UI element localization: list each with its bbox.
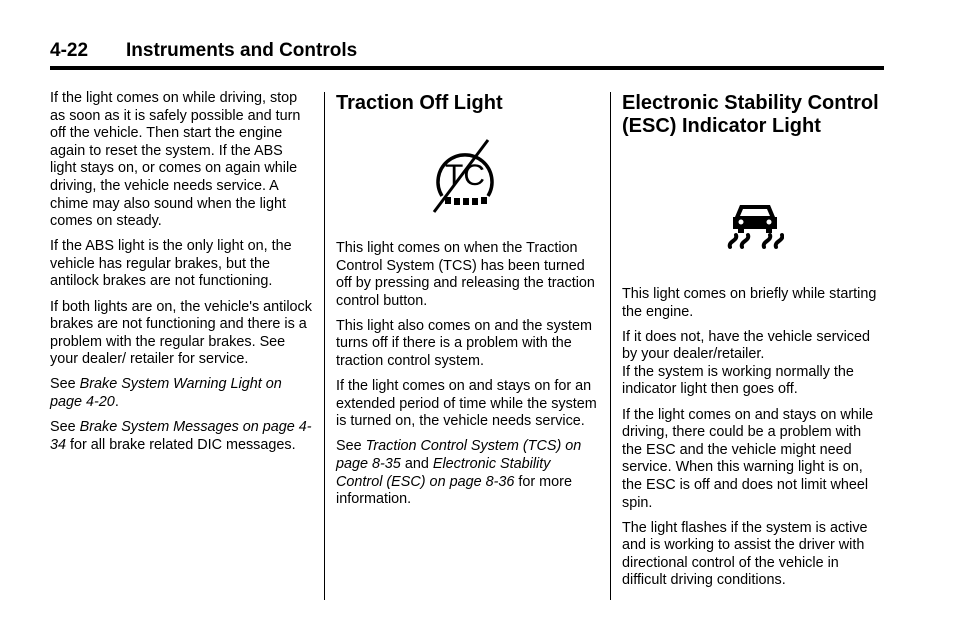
column-abs-text — [50, 90, 312, 462]
paragraph: If the light comes on and stays on for an extended period of time while the system is turned on, the vehicle needs service. — [336, 378, 597, 430]
see-text: See — [50, 376, 80, 393]
paragraph: If the ABS light is the only light on, the vehicle has regular brakes, but the antilock brakes are not functioning. — [50, 238, 292, 290]
column-traction-off — [336, 92, 600, 115]
paragraph: If the system is working normally the indicator light then goes off. — [622, 363, 854, 398]
paragraph: If the light comes on and stays on while driving, there could be a problem with the ESC and the vehicle might need service. When this warning light is on, the ESC is off and does not limit wheel spin. — [622, 406, 874, 511]
trailing-text: for all brake related DIC messages. — [66, 436, 296, 453]
paragraph — [50, 419, 312, 454]
column-esc-body — [622, 286, 884, 598]
tc-letters: TC — [445, 159, 485, 192]
paragraph: This light also comes on and the system turns off if there is a problem with the traction control system. — [336, 317, 592, 370]
column-traction-off-body — [336, 240, 600, 516]
traction-control-off-icon — [432, 138, 498, 214]
cross-reference-link[interactable]: Brake System Warning Light on page 4-20 — [50, 376, 282, 410]
esc-skidding-car-icon — [726, 200, 784, 250]
see-text: See — [336, 438, 366, 455]
paragraph — [336, 438, 600, 508]
paragraph: This light comes on when the Traction Control System (TCS) has been turned off by pressing and releasing the traction control button. — [336, 240, 595, 309]
paragraph: The light flashes if the system is active and is working to assist the driver with directional control of the vehicle in difficult driving conditions. — [622, 519, 868, 589]
see-text: See — [50, 419, 80, 436]
paragraph — [50, 376, 312, 411]
paragraph: If both lights are on, the vehicle's antilock brakes are not functioning and there is a problem with the regular brakes. See your dealer/ retailer for service. — [50, 298, 312, 368]
column-divider — [324, 92, 325, 600]
paragraph: If it does not, have the vehicle serviced by your dealer/retailer. — [622, 328, 870, 363]
trailing-text: for more information. — [336, 473, 572, 508]
punctuation: . — [114, 394, 119, 410]
cross-reference-link[interactable]: Electronic Stability Control (ESC) on page 8-36 — [336, 456, 551, 490]
page-header — [50, 40, 884, 70]
section-title: Instruments and Controls — [126, 40, 358, 61]
section-heading: Electronic Stability Control (ESC) Indicator Light — [622, 92, 879, 137]
paragraph: If the light comes on while driving, stop as soon as it is safely possible and turn off the vehicle. Then start the engine again to reset the system. If the ABS light stays on, or comes on again while driving, the vehicle needs service. A chime may also sound when the light comes on steady. — [50, 90, 301, 230]
page-number: 4-22 — [50, 40, 89, 61]
conjunction: and — [400, 456, 433, 473]
cross-reference-link[interactable]: Traction Control System (TCS) on page 8-35 — [336, 438, 582, 473]
cross-reference-link[interactable]: Brake System Messages on page 4-34 — [50, 419, 312, 453]
section-heading: Traction Off Light — [336, 92, 503, 114]
column-divider — [610, 92, 611, 600]
column-esc-indicator — [622, 92, 884, 138]
paragraph: This light comes on briefly while starting the engine. — [622, 286, 877, 320]
